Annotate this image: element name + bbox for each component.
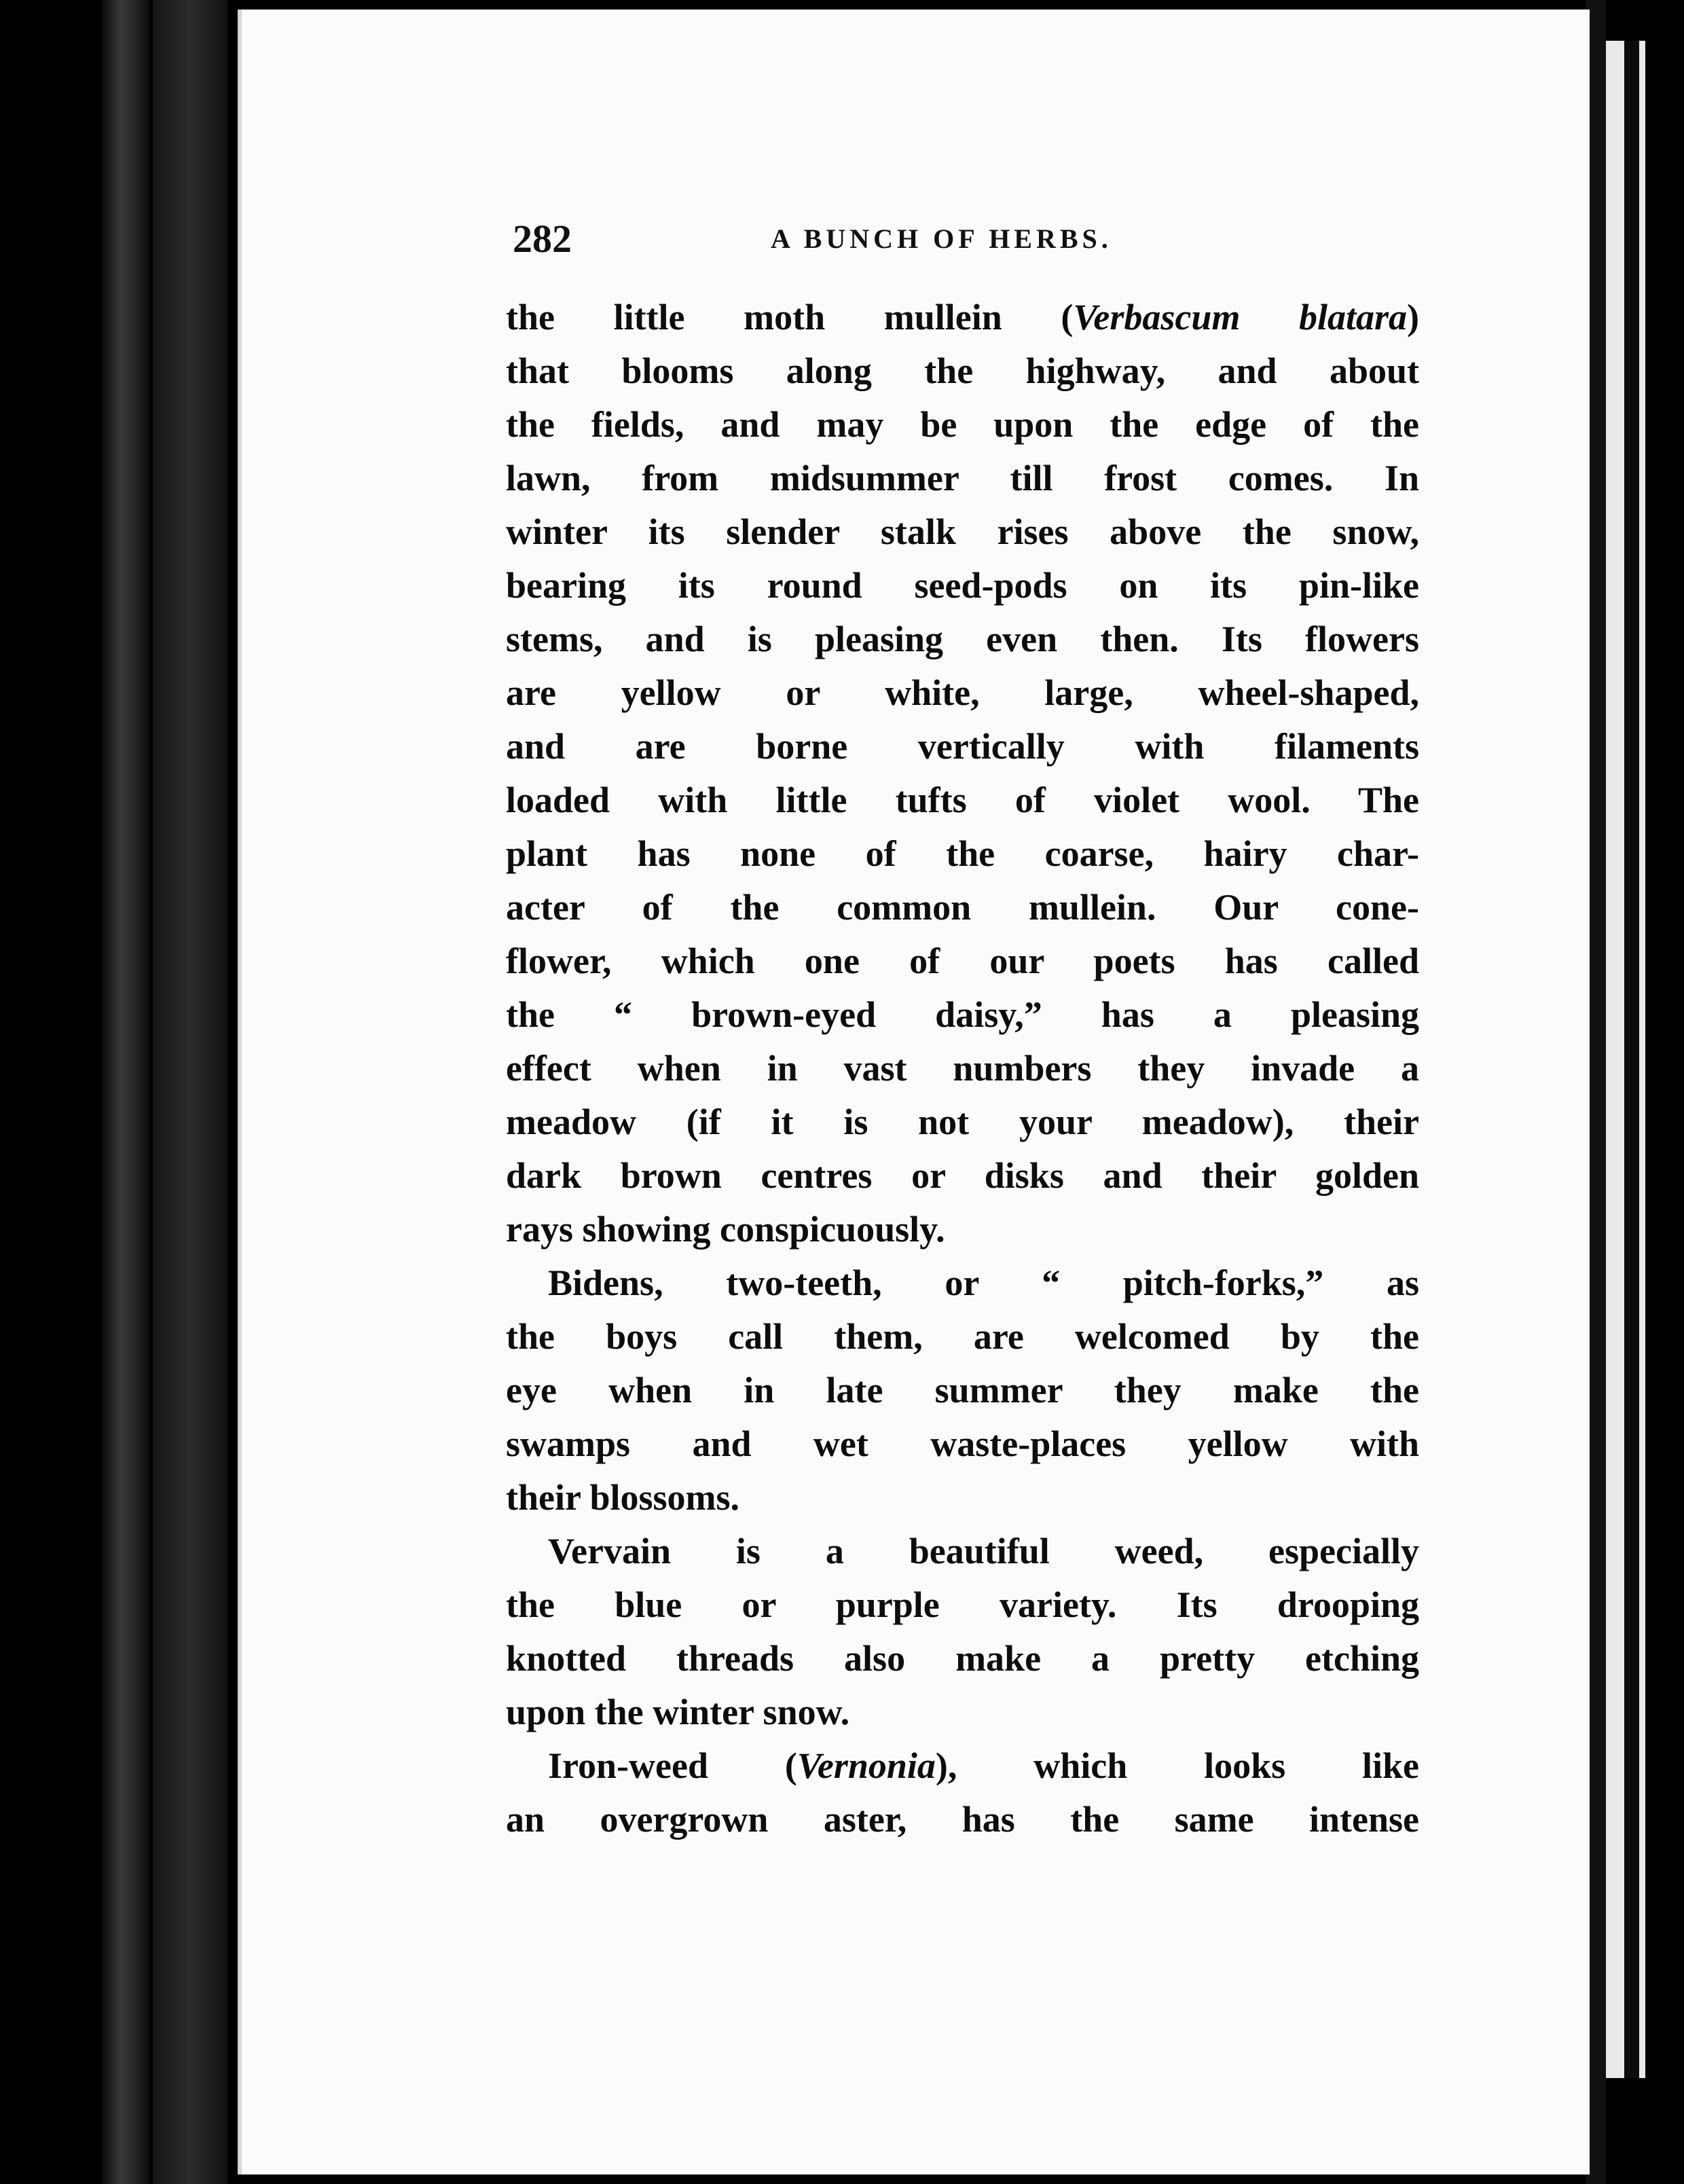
italic-latin-name: Verbascum blatara xyxy=(1073,297,1407,338)
text-line: stems, and is pleasing even then. Its flowers xyxy=(506,619,1419,659)
text-line: upon the winter snow. xyxy=(506,1692,850,1732)
text-line: bearing its round seed-pods on its pin-like xyxy=(506,565,1419,606)
page-number: 282 xyxy=(513,217,572,261)
text-line: the boys call them, are welcomed by the xyxy=(506,1316,1419,1357)
body-text xyxy=(506,291,1419,1846)
text-line: dark brown centres or disks and their golden xyxy=(506,1155,1419,1196)
paragraph-mullein xyxy=(506,291,1419,1256)
running-head xyxy=(513,212,1423,266)
text-line: rays showing conspicuously. xyxy=(506,1209,945,1250)
italic-latin-name: Vernonia xyxy=(797,1745,936,1786)
paragraph-bidens xyxy=(506,1256,1419,1525)
text-run: Iron-weed ( xyxy=(548,1745,797,1786)
text-line: and are borne vertically with filaments xyxy=(506,726,1419,767)
paragraph-iron-weed xyxy=(506,1739,1419,1846)
text-line: eye when in late summer they make the xyxy=(506,1370,1419,1410)
running-title: A BUNCH OF HERBS. xyxy=(771,223,1112,254)
paragraph-vervain xyxy=(506,1525,1419,1739)
text-line: an overgrown aster, has the same intense xyxy=(506,1799,1419,1840)
text-line: loaded with little tufts of violet wool. The xyxy=(506,780,1419,820)
text-line: plant has none of the coarse, hairy char- xyxy=(506,833,1419,874)
text-line: the blue or purple variety. Its drooping xyxy=(506,1584,1419,1625)
text-line: Bidens, two-teeth, or “ pitch-forks,” as xyxy=(548,1262,1419,1303)
text-line: Vervain is a beautiful weed, especially xyxy=(548,1531,1419,1571)
facing-page-shadow xyxy=(1624,41,1639,2078)
text-line: effect when in vast numbers they invade a xyxy=(506,1048,1419,1089)
text-run: the little moth mullein ( xyxy=(506,297,1074,338)
text-line xyxy=(506,1739,1419,1793)
text-line: the fields, and may be upon the edge of the xyxy=(506,404,1419,445)
text-line: winter its slender stalk rises above the snow, xyxy=(506,511,1419,552)
text-line: acter of the common mullein. Our cone- xyxy=(506,887,1419,928)
text-line: that blooms along the highway, and about xyxy=(506,350,1419,391)
text-line: are yellow or white, large, wheel-shaped, xyxy=(506,672,1419,713)
text-run: ) xyxy=(1407,297,1419,338)
text-line: knotted threads also make a pretty etching xyxy=(506,1638,1419,1679)
text-line: lawn, from midsummer till frost comes. In xyxy=(506,458,1419,498)
book-spine-edge xyxy=(153,0,227,2184)
text-line: the “ brown-eyed daisy,” has a pleasing xyxy=(506,994,1419,1035)
text-line: their blossoms. xyxy=(506,1477,740,1518)
text-line: flower, which one of our poets has called xyxy=(506,941,1419,981)
text-line: meadow (if it is not your meadow), their xyxy=(506,1102,1419,1142)
text-line xyxy=(506,291,1419,344)
book-gutter-shadow xyxy=(102,0,149,2184)
text-run: ), which looks like xyxy=(935,1745,1419,1786)
text-line: swamps and wet waste-places yellow with xyxy=(506,1423,1419,1464)
